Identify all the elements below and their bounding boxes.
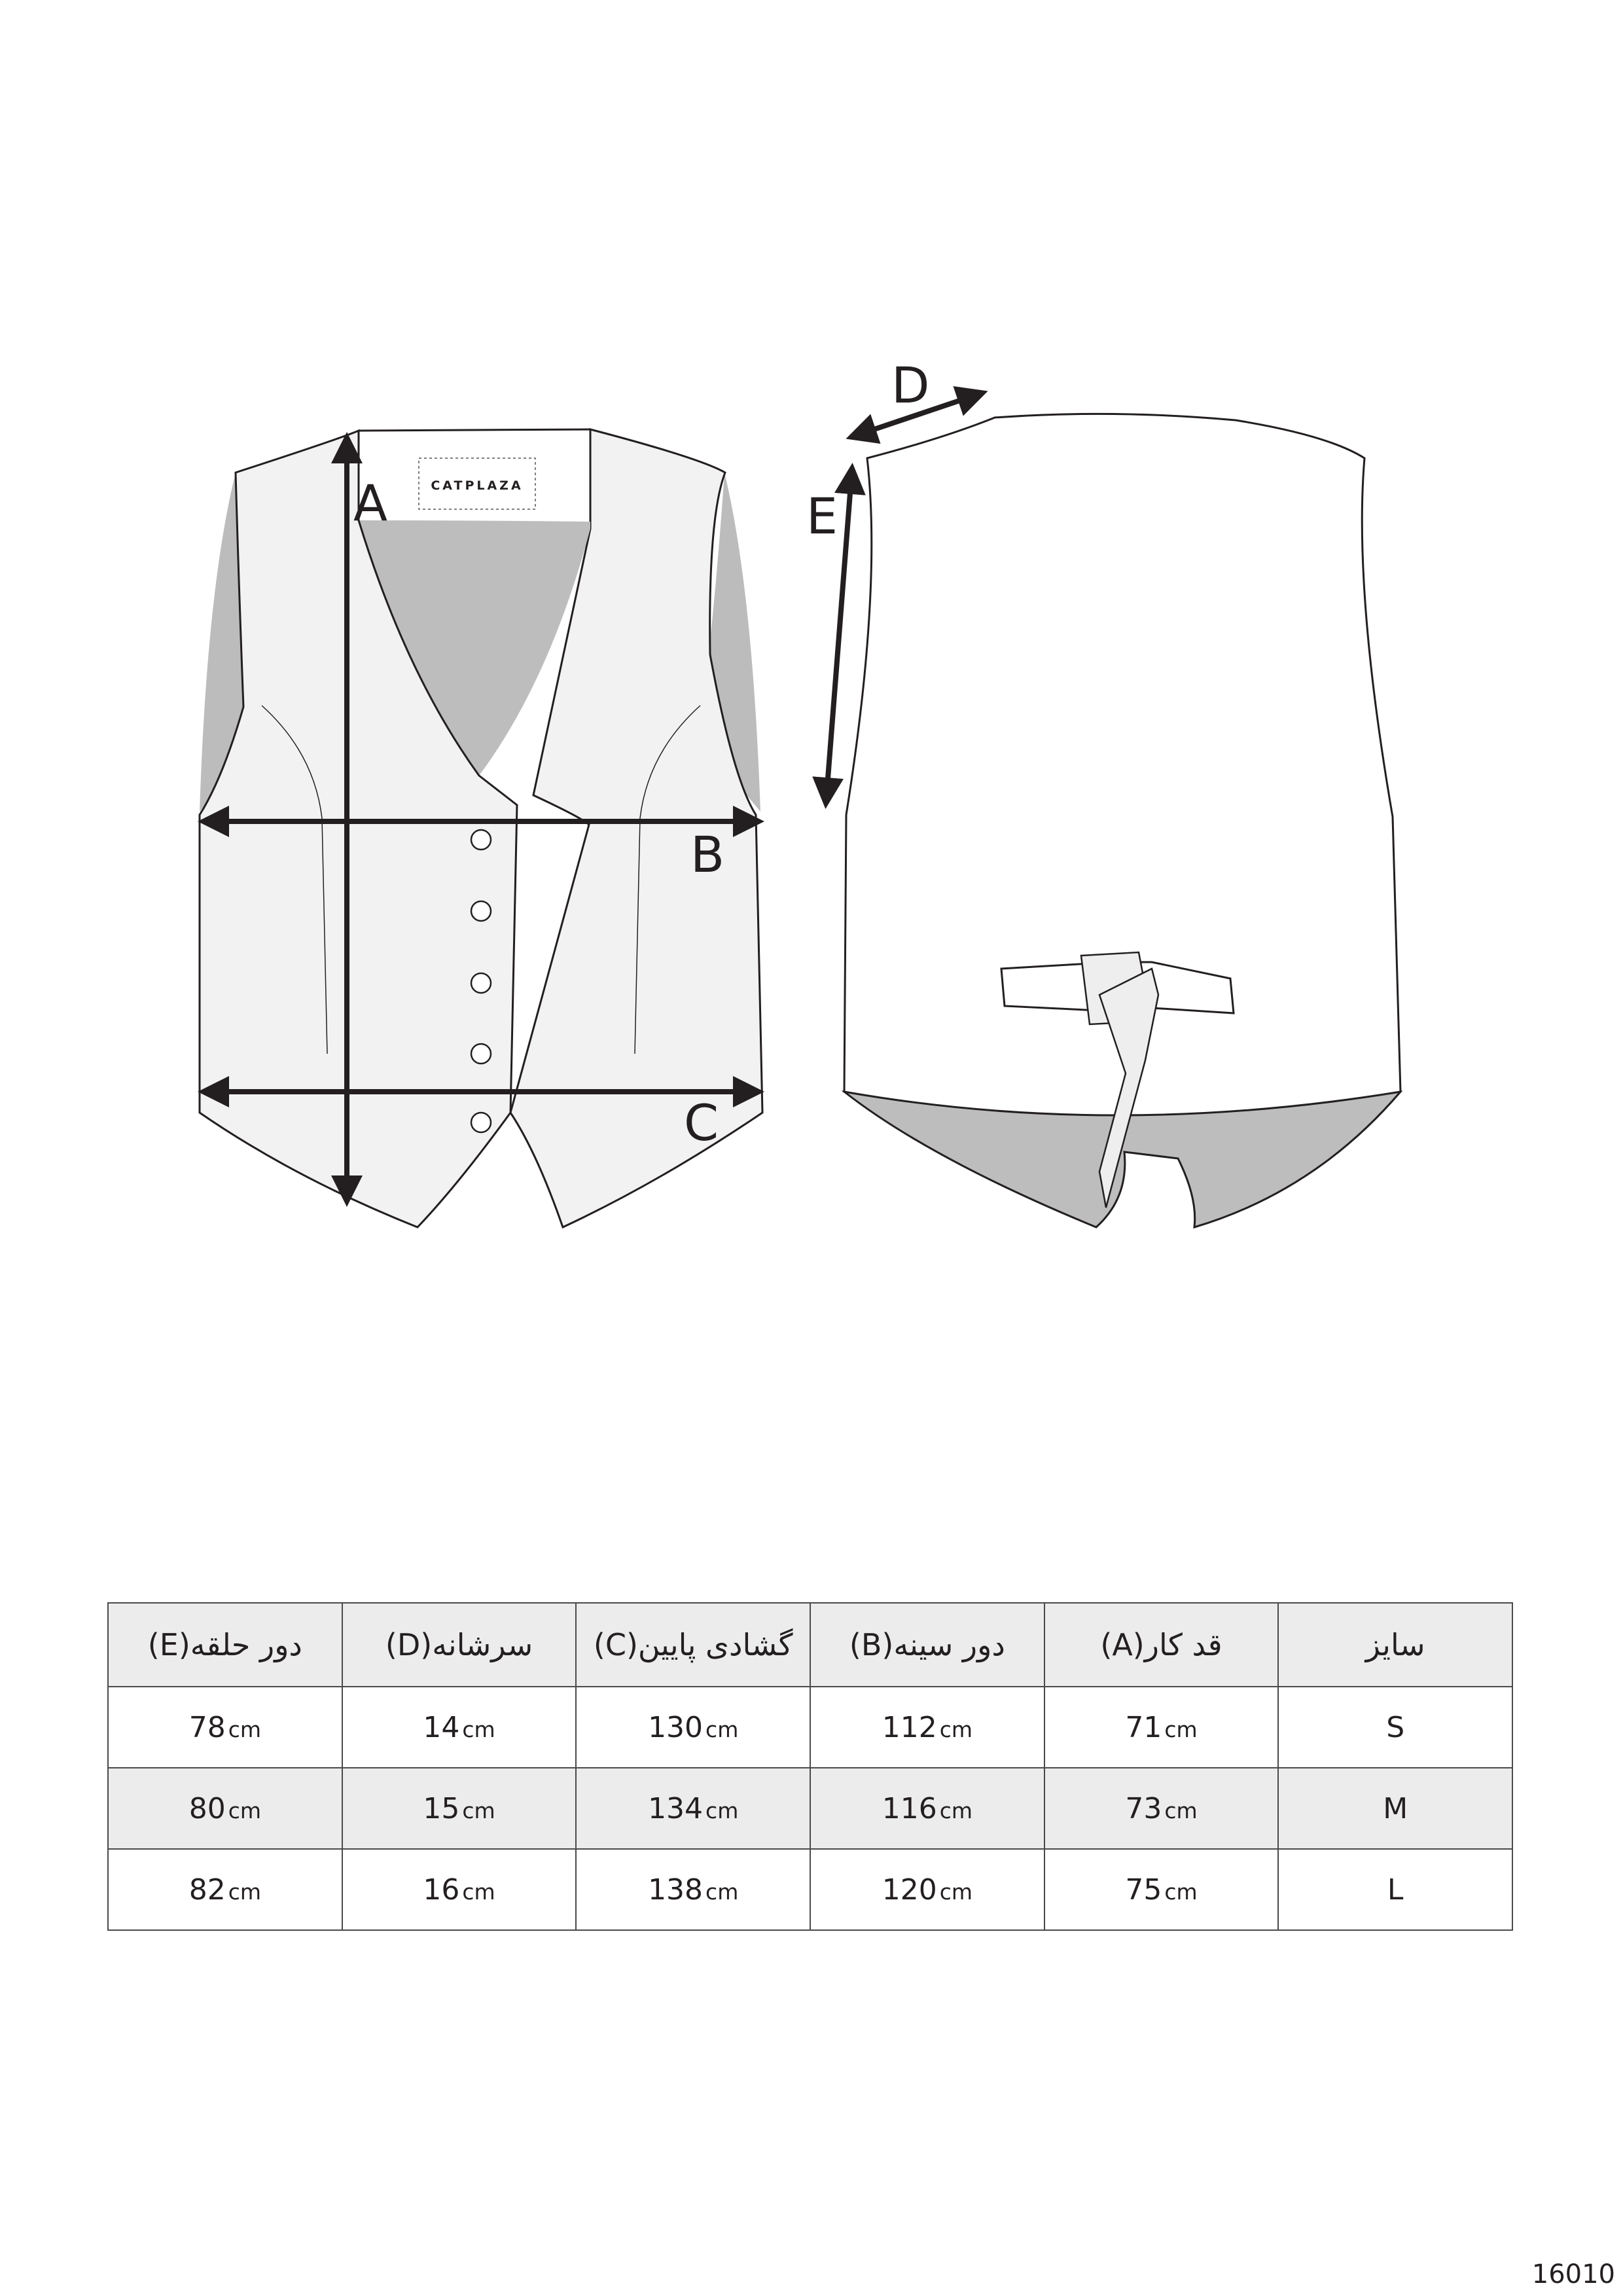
document-code: 16010 <box>1531 2259 1615 2289</box>
value-cell: 120 cm <box>810 1849 1044 1930</box>
label-b: B <box>690 825 725 884</box>
header-size: سایز <box>1278 1603 1512 1687</box>
front-neckline-edge <box>359 429 590 431</box>
button <box>471 901 491 921</box>
table-header-row <box>108 1603 1512 1687</box>
table-row <box>108 1849 1512 1930</box>
button <box>471 973 491 993</box>
button <box>471 1113 491 1132</box>
header-hem-c: گشادی پایین(C) <box>576 1603 810 1687</box>
svg-text:CATPLAZA: CATPLAZA <box>431 478 524 493</box>
value-cell: 130 cm <box>576 1687 810 1768</box>
value-cell: 78 cm <box>108 1687 342 1768</box>
label-d: D <box>891 356 930 414</box>
value-cell: 134 cm <box>576 1768 810 1849</box>
value-cell: 16 cm <box>342 1849 577 1930</box>
vest-front-view <box>200 429 762 1227</box>
size-cell: S <box>1278 1687 1512 1768</box>
button <box>471 1044 491 1064</box>
value-cell: 116 cm <box>810 1768 1044 1849</box>
value-cell: 80 cm <box>108 1768 342 1849</box>
value-cell: 14 cm <box>342 1687 577 1768</box>
button <box>471 830 491 850</box>
table-row <box>108 1687 1512 1768</box>
value-cell: 15 cm <box>342 1768 577 1849</box>
label-c: C <box>684 1094 719 1152</box>
value-cell: 73 cm <box>1044 1768 1279 1849</box>
header-shoulder-d: سرشانه(D) <box>342 1603 577 1687</box>
header-armhole-e: دور حلقه(E) <box>108 1603 342 1687</box>
value-cell: 71 cm <box>1044 1687 1279 1768</box>
table-row <box>108 1768 1512 1849</box>
value-cell: 138 cm <box>576 1849 810 1930</box>
label-a: A <box>353 474 387 532</box>
label-e: E <box>806 487 838 545</box>
value-cell: 75 cm <box>1044 1849 1279 1930</box>
size-cell: L <box>1278 1849 1512 1930</box>
value-cell: 82 cm <box>108 1849 342 1930</box>
size-chart-table <box>107 1602 1513 1931</box>
header-chest-b: دور سینه(B) <box>810 1603 1044 1687</box>
header-length-a: قد کار(A) <box>1044 1603 1279 1687</box>
vest-back-view <box>806 356 1400 1227</box>
size-cell: M <box>1278 1768 1512 1849</box>
value-cell: 112 cm <box>810 1687 1044 1768</box>
brand-label <box>419 458 535 509</box>
